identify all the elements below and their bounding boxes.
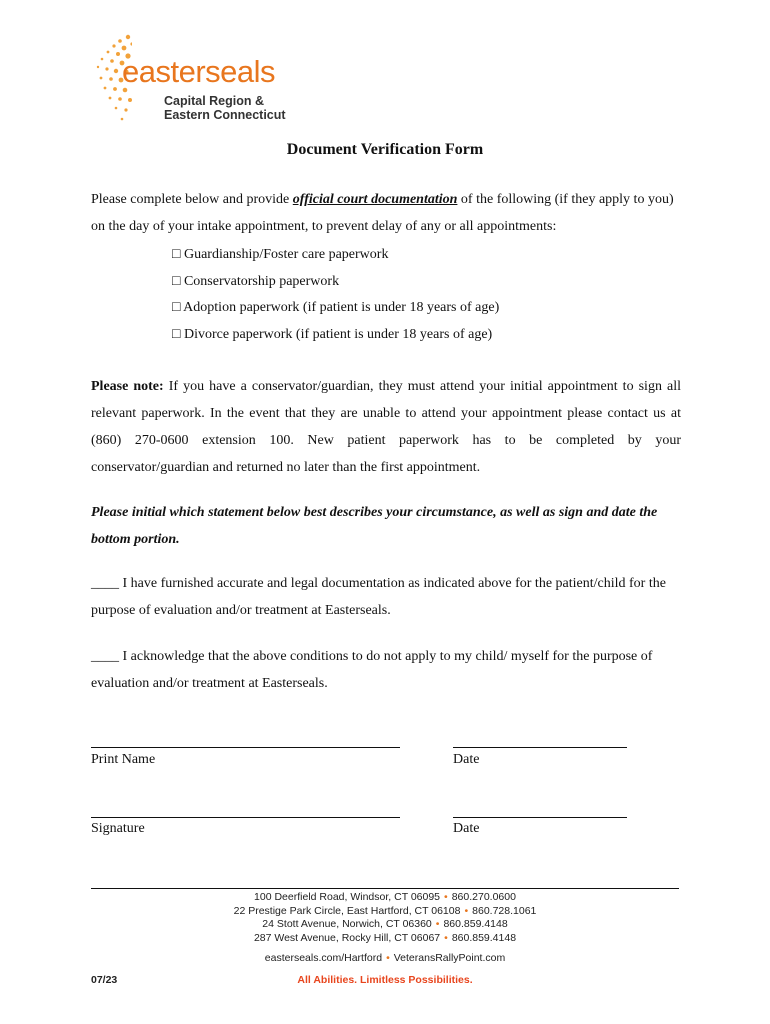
checklist-item-adoption: □ Adoption paperwork (if patient is under 18 years of age) <box>172 300 500 315</box>
date-line-1[interactable] <box>453 747 627 748</box>
intro-emphasis: official court documentation <box>292 192 458 207</box>
intro-text-before: Please complete below and provide <box>91 192 293 207</box>
footer-divider <box>91 888 679 889</box>
form-date-code: 07/23 <box>91 974 118 986</box>
intro-paragraph <box>91 186 681 240</box>
page-title: Document Verification Form <box>286 141 484 158</box>
print-name-label: Print Name <box>91 752 156 767</box>
footer-addresses <box>0 891 770 945</box>
signature-line[interactable] <box>91 817 400 818</box>
website-link-veterans[interactable]: VeteransRallyPoint.com <box>393 952 506 964</box>
print-name-line[interactable] <box>91 747 400 748</box>
tagline: All Abilities. Limitless Possibilities. <box>297 974 473 986</box>
easterseals-logo <box>92 32 312 124</box>
date-label-2: Date <box>453 821 480 836</box>
address-windsor: 100 Deerfield Road, Windsor, CT 06095 • 860.270.0600 <box>254 891 516 903</box>
note-label: Please note: <box>91 379 164 394</box>
date-label-1: Date <box>453 752 480 767</box>
checklist-item-guardianship: □ Guardianship/Foster care paperwork <box>172 247 389 262</box>
address-rocky-hill: 287 West Avenue, Rocky Hill, CT 06067 • 860.859.4148 <box>253 931 517 944</box>
signature-label: Signature <box>91 821 145 836</box>
date-line-2[interactable] <box>453 817 627 818</box>
statement-furnished: ____ I have furnished accurate and legal documentation as indicated above for the patient/child for the purpose of evaluation and/or treatment at Easterseals. <box>91 576 666 618</box>
logo-subtitle-line2: Eastern Connecticut <box>164 108 286 122</box>
note-paragraph <box>91 373 681 481</box>
checklist-item-divorce: □ Divorce paperwork (if patient is under 18 years of age) <box>172 326 493 342</box>
statement-not-apply: ____ I acknowledge that the above conditions to do not apply to my child/ myself for the purpose of evaluation and/or treatment at Easterseals. <box>91 649 653 691</box>
logo-subtitle-line1: Capital Region & <box>164 94 265 108</box>
website-link-hartford[interactable]: easterseals.com/Hartford <box>264 952 383 964</box>
intro-text-after: of the following (if they apply to you) on the day of your intake appointment, to prevent delay of any or all appointments: <box>91 192 674 234</box>
note-text: If you have a conservator/guardian, they must attend your initial appointment to sign all relevant paperwork. In the event that they are unable to attend your appointment please contact us at (860) 270-0600 extension 100. New patient paperwork has to be completed by your conservator/guardian and returned no later than the first appointment. <box>91 379 681 475</box>
address-east-hartford: 22 Prestige Park Circle, East Hartford, CT 06108 • 860.728.1061 <box>233 904 537 917</box>
footer-websites: easterseals.com/Hartford • VeteransRallyPoint.com <box>264 952 506 964</box>
checklist-item-conservatorship: □ Conservatorship paperwork <box>172 273 340 289</box>
address-norwich: 24 Stott Avenue, Norwich, CT 06360 • 860.859.4148 <box>262 918 508 930</box>
logo-wordmark: easterseals <box>122 54 276 89</box>
document-checklist <box>172 242 499 348</box>
instruction-text: Please initial which statement below best describes your circumstance, as well as sign and date the bottom portion. <box>91 505 658 547</box>
